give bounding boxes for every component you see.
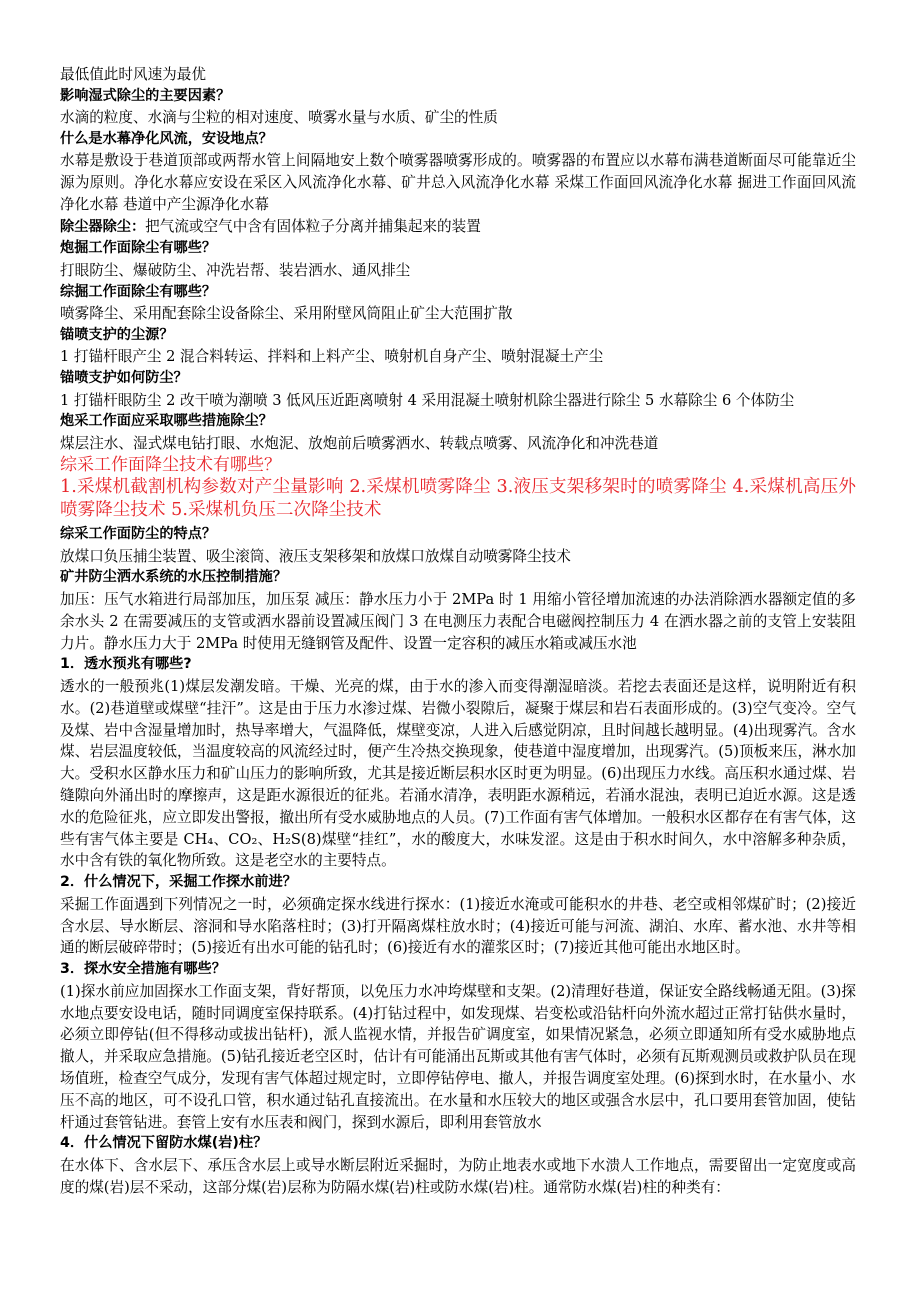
definition-term: 除尘器除尘：	[60, 218, 146, 235]
question-heading: 综采工作面防尘的特点？	[60, 526, 217, 543]
question-heading: 矿井防尘洒水系统的水压控制措施？	[60, 569, 288, 586]
answer-paragraph: 透水的一般预兆(1)煤层发潮发暗。干燥、光亮的煤，由于水的渗入而变得潮湿暗淡。若挖去表面还是这样，说明附近有积水。(2)巷道壁或煤壁“挂汗”。这是由于压力水渗过煤、岩微小裂隙后，凝聚于煤层和岩石表面形成的。(3)空气变冷。空气及煤、岩中含湿量增加时，热导率增大，气温降低，煤壁变凉，人进入后感觉阴凉，且时间越长越明显。(4)出现雾汽。含水煤、岩层温度较低，当温度较高的风流经过时，便产生冷热交换现象，使巷道中湿度增加，出现雾汽。(5)顶板来压，淋水加大。受积水区静水压力和矿山压力的影响所致，尤其是接近断层积水区时更为明显。(6)出现压力水线。高压积水通过煤、岩缝隙向外涌出时的摩擦声，这是距水源很近的征兆。若涌水清净，表明距水源稍远，若涌水混浊，表明已迫近水源。这是透水的危险征兆，应立即发出警报，撤出所有受水威胁地点的人员。(7)工作面有害气体增加。一般积水区都存在有害气体，这些有害气体主要是 CH₄、CO₂、H₂S(8)煤壁“挂红”，水的酸度大，水味发涩。这是由于积水时间久，水中溶解多种杂质，水中含有铁的氧化物所致。这是老空水的主要特点。	[60, 678, 856, 870]
question-heading: 2．什么情况下，采掘工作探水前进？	[60, 874, 297, 891]
highlighted-answer: 1.采煤机截割机构参数对产尘量影响 2.采煤机喷雾降尘 3.液压支架移架时的喷雾降尘 4.采煤机高压外喷雾降尘技术 5.采煤机负压二次降尘技术	[60, 477, 856, 521]
question-heading: 炮掘工作面除尘有哪些？	[60, 240, 217, 257]
answer-line: 煤层注水、湿式煤电钻打眼、水炮泥、放炮前后喷雾洒水、转载点喷雾、风流净化和冲洗巷道	[60, 434, 659, 452]
answer-paragraph: 加压：压气水箱进行局部加压，加压泵 减压：静水压力小于 2MPa 时 1 用缩小管径增加流速的办法消除洒水器额定值的多余水头 2 在需要减压的支管或洒水器前设置减压阀门 3 在电测压力表配合电磁阀控制压力 4 在洒水器之前的支管上安装阻力片。静水压力大于 2MPa 时使用无缝钢管及配件、设置一定容积的减压水箱或减压水池	[60, 591, 856, 652]
answer-paragraph: (1)探水前应加固探水工作面支架，背好帮顶，以免压力水冲垮煤壁和支架。(2)清理好巷道，保证安全路线畅通无阻。(3)探水地点要安设电话，随时同调度室保持联系。(4)打钻过程中，如发现煤、岩变松或沿钻杆向外流水超过正常打钻供水量时，必须立即停钻(但不得移动或拔出钻杆)，派人监视水情，并报告矿调度室，如果情况紧急，必须立即通知所有受水威胁地点撤人，并采取应急措施。(5)钻孔接近老空区时，估计有可能涌出瓦斯或其他有害气体时，必须有瓦斯观测员或救护队员在现场值班，检查空气成分，发现有害气体超过规定时，立即停钻停电、撤人，并报告调度室处理。(6)探到水时，在水量小、水压不高的地区，可不设孔口管，积水通过钻孔直接流出。在水量和水压较大的地区或强含水层中，孔口要用套管加固，使钻杆通过套管钻进。套管上安有水压表和阀门，探到水源后，即利用套管放水	[60, 982, 856, 1131]
question-heading: 什么是水幕净化风流，安设地点？	[60, 130, 273, 147]
question-heading: 炮采工作面应采取哪些措施除尘？	[60, 413, 273, 430]
question-heading: 锚喷支护如何防尘？	[60, 369, 188, 386]
answer-line: 1 打锚杆眼产尘 2 混合料转运、拌料和上料产尘、喷射机自身产尘、喷射混凝土产尘	[60, 348, 604, 366]
answer-line: 喷雾降尘、采用配套除尘设备除尘、采用附壁风筒阻止矿尘大范围扩散	[60, 305, 513, 323]
question-heading: 影响湿式除尘的主要因素？	[60, 87, 231, 104]
document-body	[60, 64, 856, 1199]
answer-line: 打眼防尘、爆破防尘、冲洗岩帮、装岩洒水、通风排尘	[60, 261, 411, 279]
question-heading: 综掘工作面除尘有哪些？	[60, 283, 217, 300]
question-heading: 锚喷支护的尘源？	[60, 326, 174, 343]
answer-line: 1 打锚杆眼防尘 2 改干喷为潮喷 3 低风压近距离喷射 4 采用混凝土喷射机除尘器进行除尘 5 水幕除尘 6 个体防尘	[60, 391, 795, 409]
definition-line	[60, 216, 856, 239]
answer-line: 放煤口负压捕尘装置、吸尘滚筒、液压支架移架和放煤口放煤自动喷雾降尘技术	[60, 547, 571, 565]
answer-line: 水滴的粒度、水滴与尘粒的相对速度、喷雾水量与水质、矿尘的性质	[60, 109, 498, 127]
answer-paragraph: 在水体下、含水层下、承压含水层上或导水断层附近采掘时，为防止地表水或地下水溃人工作地点，需要留出一定宽度或高度的煤(岩)层不采动，这部分煤(岩)层称为防隔水煤(岩)柱或防水煤(岩)柱。通常防水煤(岩)柱的种类有：	[60, 1156, 856, 1196]
answer-paragraph: 采掘工作面遇到下列情况之一时，必须确定探水线进行探水：(1)接近水淹或可能积水的井巷、老空或相邻煤矿时；(2)接近含水层、导水断层、溶洞和导水陷落柱时；(3)打开隔离煤柱放水时；(4)接近可能与河流、湖泊、水库、蓄水池、水井等相通的断层破碎带时；(5)接近有出水可能的钻孔时；(6)接近有水的灌浆区时；(7)接近其他可能出水地区时。	[60, 895, 856, 957]
definition-text: 把气流或空气中含有固体粒子分离并捕集起来的装置	[145, 217, 481, 235]
answer-paragraph: 水幕是敷设于巷道顶部或两帮水管上间隔地安上数个喷雾器喷雾形成的。喷雾器的布置应以水幕布满巷道断面尽可能靠近尘源为原则。净化水幕应安设在采区入风流净化水幕、矿井总入风流净化水幕 采煤工作面回风流净化水幕 掘进工作面回风流净化水幕 巷道中产尘源净化水幕	[60, 152, 856, 213]
question-heading: 4．什么情况下留防水煤(岩)柱？	[60, 1135, 268, 1152]
highlighted-question: 综采工作面降尘技术有哪些？	[60, 455, 281, 476]
question-heading: 3．探水安全措施有哪些？	[60, 961, 226, 978]
question-heading: 1．透水预兆有哪些?	[60, 656, 192, 673]
answer-line: 最低值此时风速为最优	[60, 66, 206, 83]
